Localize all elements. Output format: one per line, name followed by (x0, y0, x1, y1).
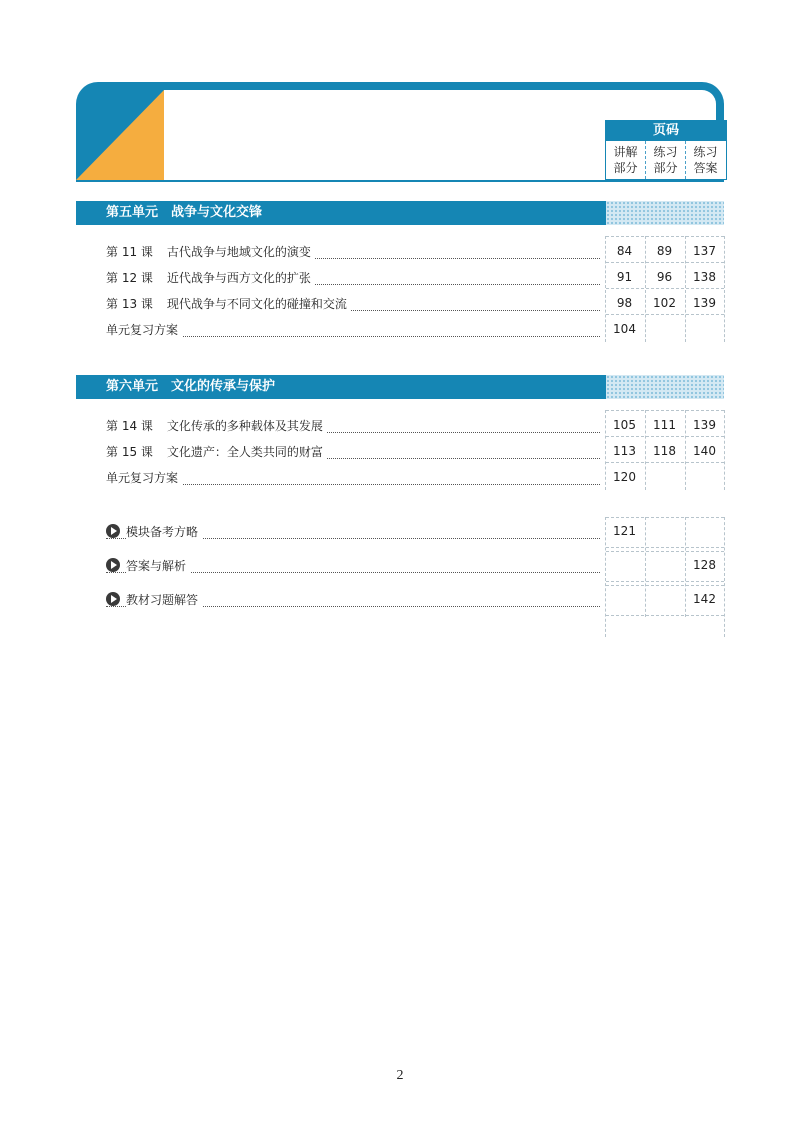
module-entry[interactable]: 答案与解析 (126, 559, 190, 573)
play-arrow-icon (106, 558, 120, 572)
page-cell-answer: 142 (693, 592, 716, 606)
unit-heading-pattern (606, 201, 724, 225)
module-entry[interactable]: 教材习题解答 (126, 593, 202, 607)
header-corner-decoration (76, 90, 164, 180)
play-arrow-icon (106, 524, 120, 538)
unit-heading: 第六单元 文化的传承与保护 (76, 375, 606, 399)
header-rule (76, 180, 724, 182)
page-cell-lecture: 113 (613, 444, 636, 458)
toc-entry-review[interactable]: 单元复习方案 (106, 323, 182, 337)
toc-entry[interactable]: 第 11 课 古代战争与地域文化的演变 (106, 245, 315, 259)
toc-entry-review[interactable]: 单元复习方案 (106, 471, 182, 485)
unit-heading-pattern (606, 375, 724, 399)
page-cell-lecture: 91 (616, 270, 633, 284)
page-cell-answer: 140 (693, 444, 716, 458)
page-cell-answer: 137 (693, 244, 716, 258)
page-code-col-answers: 练习 答案 (693, 145, 718, 175)
page-code-title: 页码 (606, 121, 726, 141)
page-cell-exercise: 89 (656, 244, 673, 258)
page-cell-lecture: 98 (616, 296, 633, 310)
page-cell-lecture: 120 (613, 470, 636, 484)
page-cell-answer: 139 (693, 418, 716, 432)
toc-entry[interactable]: 第 12 课 近代战争与西方文化的扩张 (106, 271, 315, 285)
page-cell-exercise: 111 (653, 418, 676, 432)
toc-entry[interactable]: 第 13 课 现代战争与不同文化的碰撞和交流 (106, 297, 351, 311)
page-cell-lecture: 121 (613, 524, 636, 538)
page-cell-answer: 139 (693, 296, 716, 310)
page-code-legend (605, 120, 727, 180)
toc-entry[interactable]: 第 15 课 文化遗产：全人类共同的财富 (106, 445, 327, 459)
page-cell-exercise: 102 (653, 296, 676, 310)
page-cell-lecture: 84 (616, 244, 633, 258)
play-arrow-icon (106, 592, 120, 606)
page-cell-lecture: 104 (613, 322, 636, 336)
page-number: 2 (396, 1068, 404, 1083)
page-cell-lecture: 105 (613, 418, 636, 432)
module-entry[interactable]: 模块备考方略 (126, 525, 202, 539)
page-cell-exercise: 118 (653, 444, 676, 458)
page-code-col-lecture: 讲解 部分 (613, 145, 638, 175)
toc-entry[interactable]: 第 14 课 文化传承的多种载体及其发展 (106, 419, 327, 433)
unit-heading: 第五单元 战争与文化交锋 (76, 201, 606, 225)
page-cell-answer: 128 (693, 558, 716, 572)
page-cell-exercise: 96 (656, 270, 673, 284)
page-cell-answer: 138 (693, 270, 716, 284)
page-code-col-exercise: 练习 部分 (653, 145, 678, 175)
